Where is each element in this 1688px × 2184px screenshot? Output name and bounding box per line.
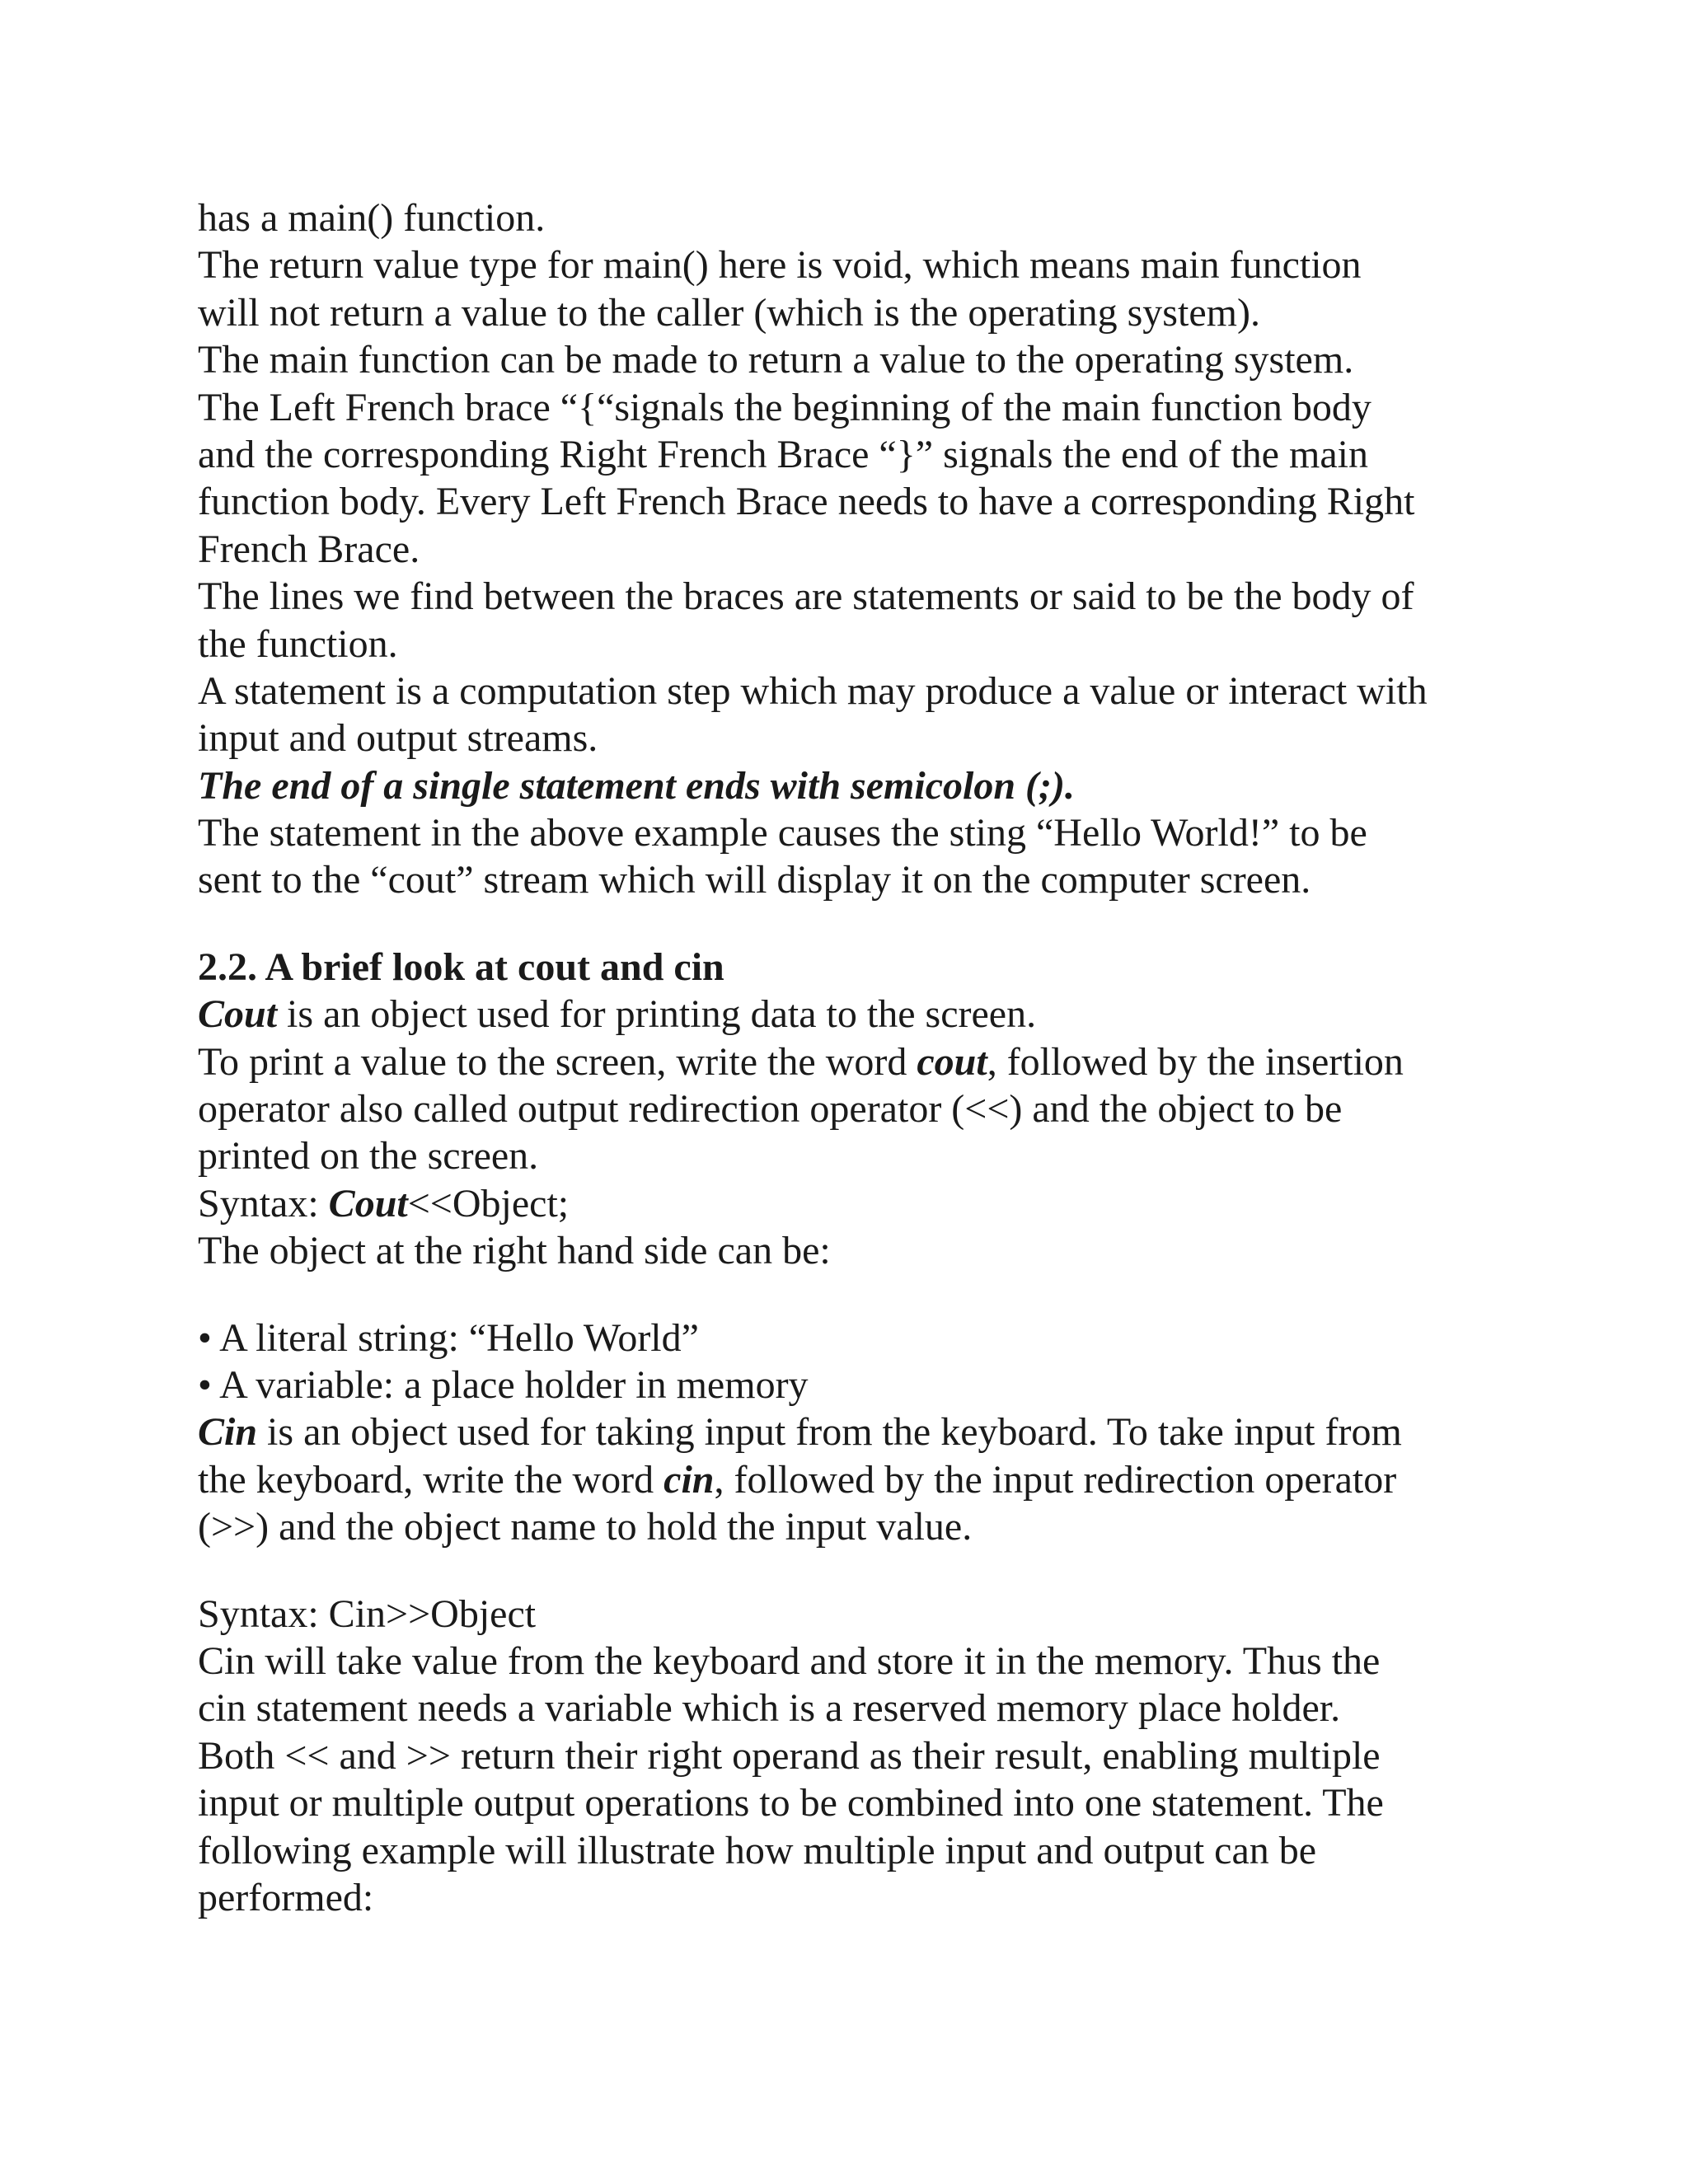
- rhs-intro-line: The object at the right hand side can be:: [198, 1229, 831, 1273]
- cin-term-inline: cin: [663, 1457, 715, 1502]
- text-line: printed on the screen.: [198, 1134, 539, 1179]
- paragraph-gap: [198, 904, 1533, 944]
- text-line: Both << and >> return their right operand as their result, enabling multiple: [198, 1733, 1381, 1778]
- cin-intro-line: [198, 1408, 1533, 1455]
- text-line: input or multiple output operations to be combined into one statement. The: [198, 1781, 1384, 1825]
- cout-syntax-pre: Syntax:: [198, 1181, 329, 1226]
- text-line: The main function can be made to return a value to the operating system.: [198, 338, 1354, 382]
- text-line: The lines we find between the braces are statements or said to be the body of: [198, 574, 1414, 619]
- section-heading: 2.2. A brief look at cout and cin: [198, 944, 724, 989]
- paragraph-gap: [198, 1551, 1533, 1591]
- text-line: input and output streams.: [198, 716, 598, 761]
- cout-print-line: [198, 1038, 1533, 1085]
- cout-intro-line: [198, 991, 1533, 1038]
- text-line: A statement is a computation step which may produce a value or interact with: [198, 668, 1428, 713]
- cout-syntax-line: [198, 1180, 1533, 1227]
- document-page: [198, 194, 1533, 1921]
- text-line: The return value type for main() here is void, which means main function: [198, 243, 1362, 288]
- cin-keyboard-post: , followed by the input redirection operator: [714, 1457, 1397, 1502]
- intro-paragraphs: [198, 194, 1533, 904]
- text-line: following example will illustrate how multiple input and output can be: [198, 1828, 1317, 1872]
- text-line: the function.: [198, 621, 398, 666]
- emphasis-statement: The end of a single statement ends with semicolon (;).: [198, 763, 1075, 808]
- text-line: The Left French brace “{“signals the beginning of the main function body: [198, 385, 1372, 429]
- text-line: operator also called output redirection operator (<<) and the object to be: [198, 1087, 1343, 1132]
- text-line: cin statement needs a variable which is a reserved memory place holder.: [198, 1686, 1341, 1731]
- text-line: function body. Every Left French Brace needs to have a corresponding Right: [198, 480, 1415, 524]
- text-line: and the corresponding Right French Brace “}” signals the end of the main: [198, 432, 1368, 476]
- cout-syntax-post: <<Object;: [407, 1181, 570, 1226]
- text-line: sent to the “cout” stream which will display it on the computer screen.: [198, 858, 1311, 902]
- cout-print-pre: To print a value to the screen, write the word: [198, 1039, 917, 1084]
- cout-cin-section: [198, 944, 1533, 1921]
- text-line: French Brace.: [198, 527, 420, 571]
- text-line: (>>) and the object name to hold the input value.: [198, 1505, 973, 1549]
- text-line: performed:: [198, 1875, 374, 1919]
- cin-syntax-line: Syntax: Cin>>Object: [198, 1591, 537, 1636]
- paragraph-gap: [198, 1275, 1533, 1315]
- text-line: has a main() function.: [198, 196, 546, 240]
- cin-keyboard-line: [198, 1456, 1533, 1503]
- list-item: • A variable: a place holder in memory: [198, 1362, 809, 1407]
- list-item: • A literal string: “Hello World”: [198, 1315, 699, 1360]
- cout-print-post: , followed by the insertion: [987, 1039, 1404, 1084]
- cin-term: Cin: [198, 1410, 258, 1455]
- cout-intro-text: is an object used for printing data to the screen.: [277, 992, 1037, 1037]
- cin-intro-text: is an object used for taking input from the keyboard. To take input from: [257, 1410, 1402, 1455]
- cout-syntax-term: Cout: [328, 1181, 408, 1226]
- cout-term-inline: cout: [917, 1039, 987, 1084]
- text-line: The statement in the above example causes the sting “Hello World!” to be: [198, 811, 1367, 855]
- text-line: Cin will take value from the keyboard and store it in the memory. Thus the: [198, 1638, 1381, 1683]
- cin-keyboard-pre: the keyboard, write the word: [198, 1457, 664, 1502]
- bullet-list: [198, 1315, 1533, 1409]
- cout-term: Cout: [198, 992, 278, 1037]
- text-line: will not return a value to the caller (which is the operating system).: [198, 290, 1260, 335]
